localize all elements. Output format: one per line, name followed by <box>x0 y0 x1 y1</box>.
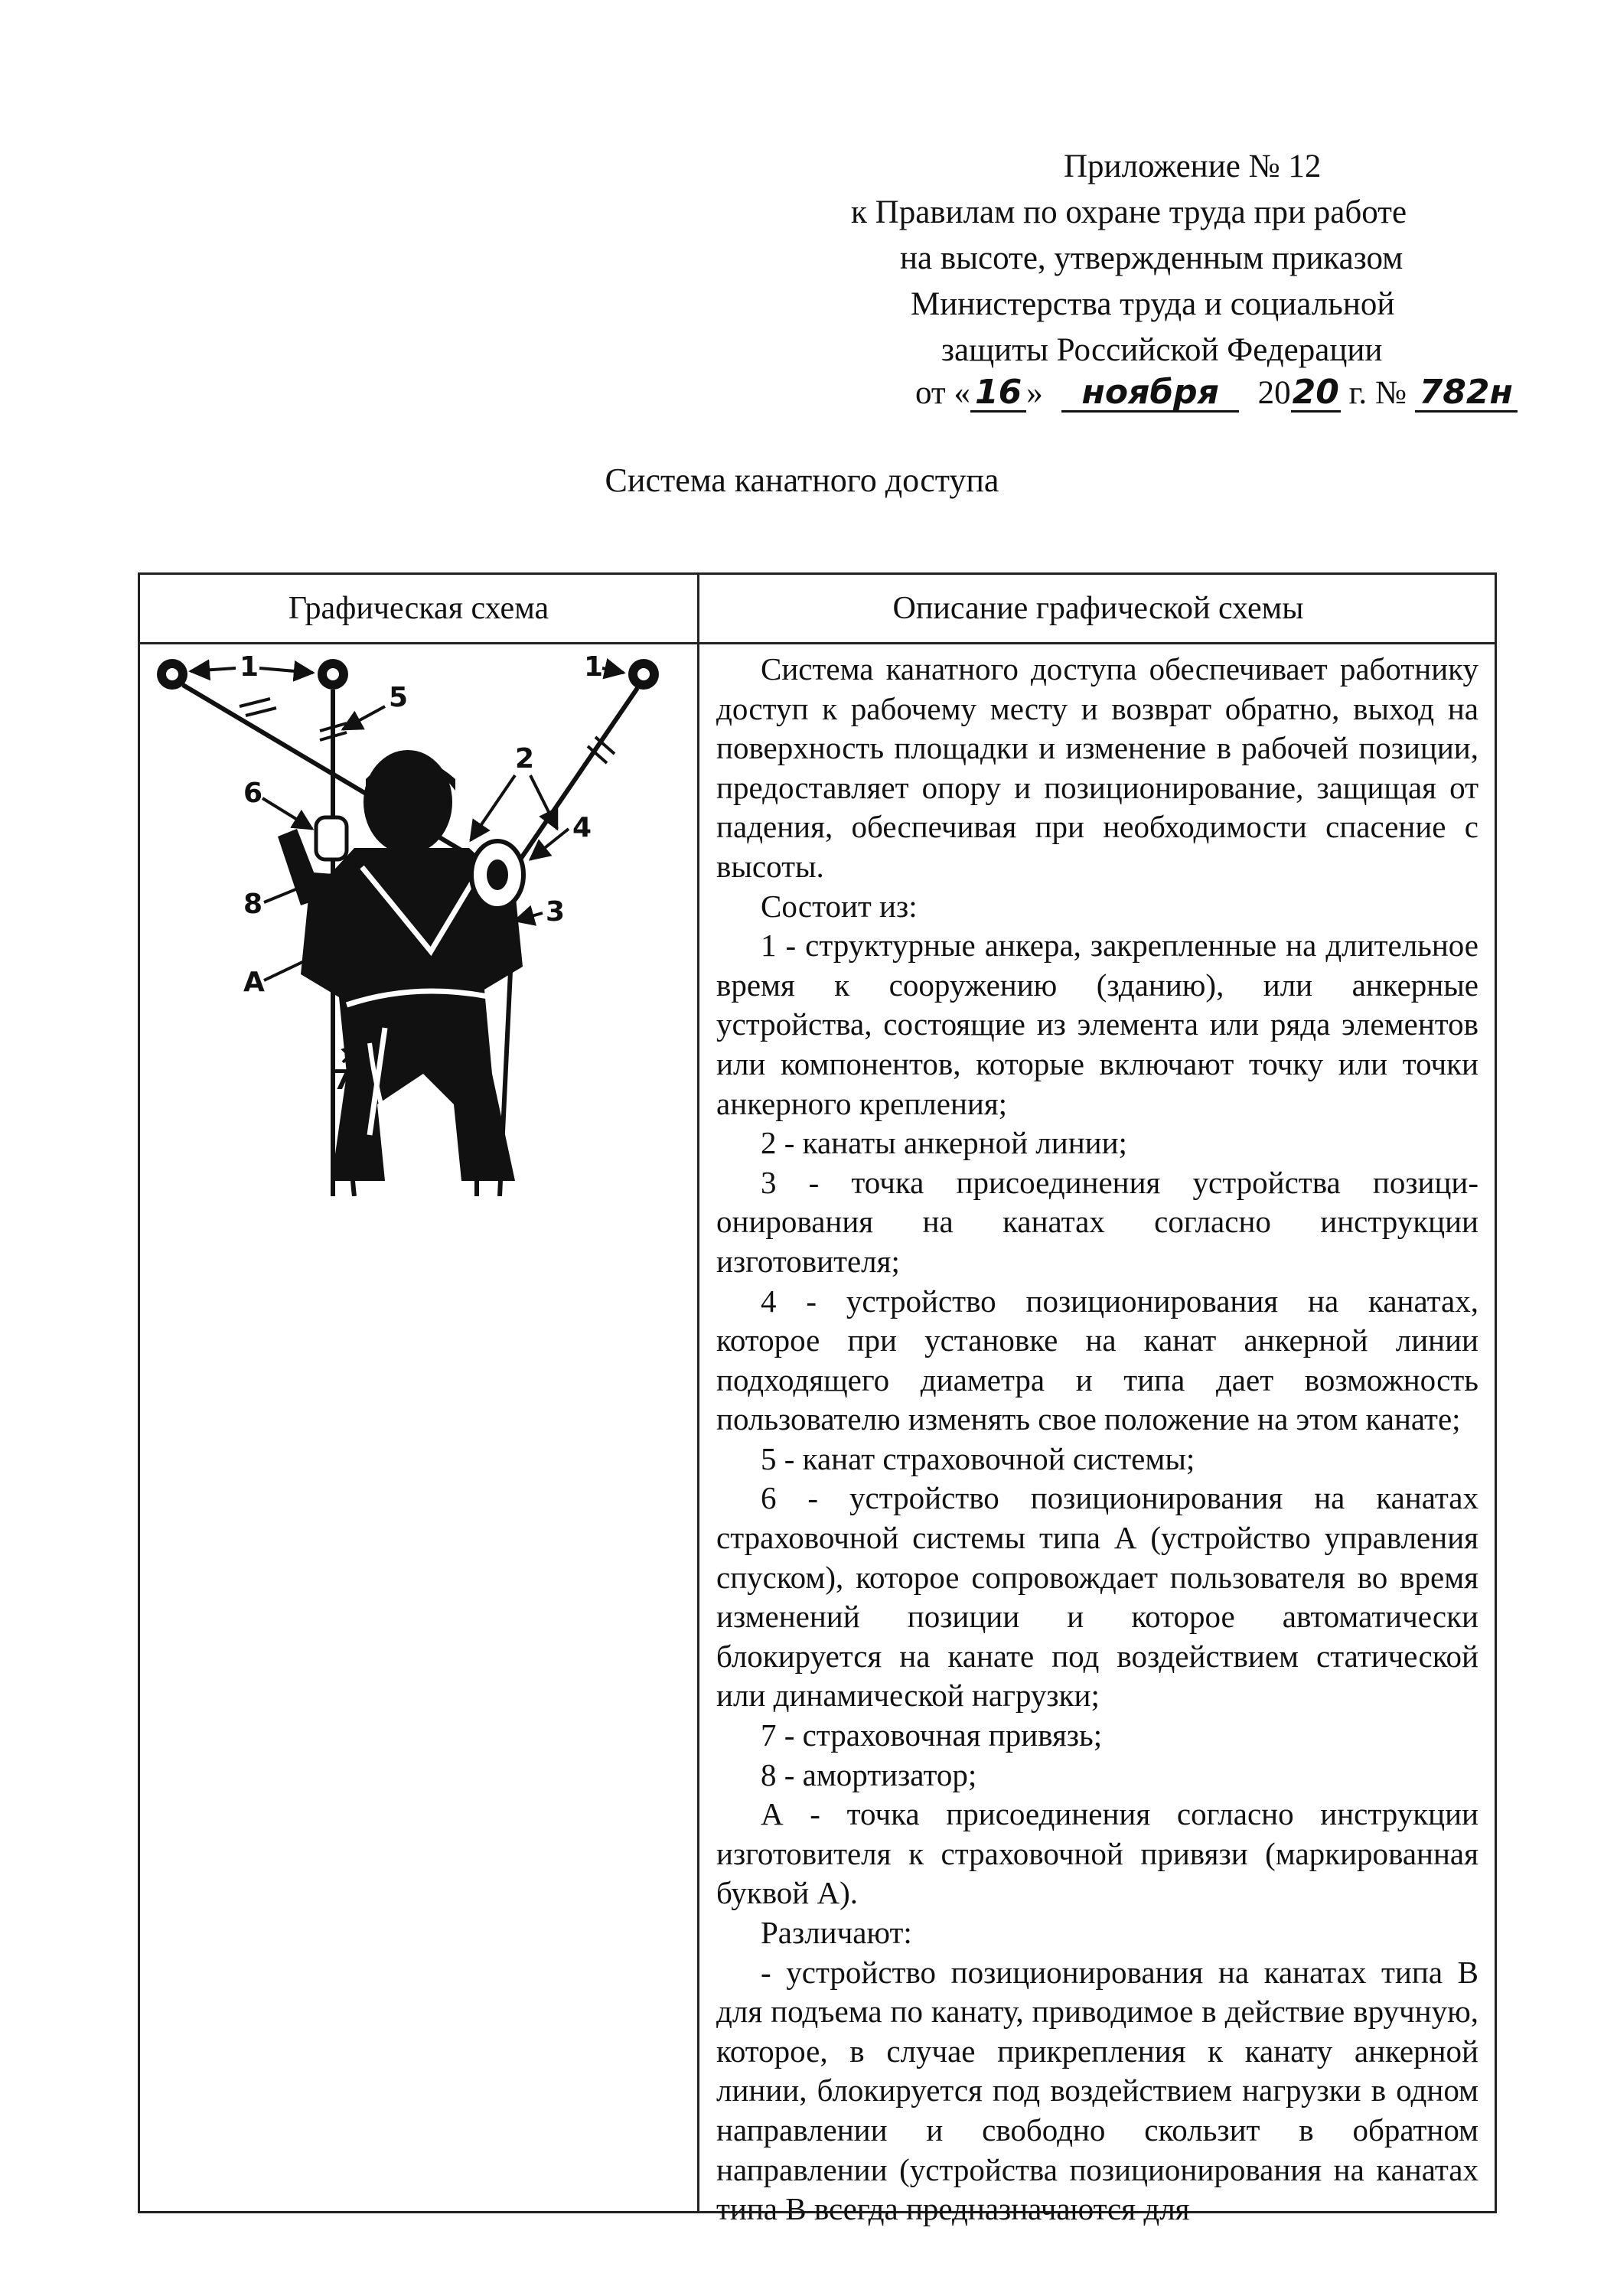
header-line: Приложение № 12 <box>1064 148 1322 184</box>
handwritten-year: 20 <box>1292 373 1339 412</box>
header-line: защиты Российской Федерации <box>941 332 1383 368</box>
descender-device-icon <box>316 817 347 859</box>
number-label: г. № <box>1348 375 1407 411</box>
column-header-scheme: Графическая схема <box>288 591 549 626</box>
date-prefix: от « <box>915 375 970 411</box>
description-text <box>699 650 1497 2229</box>
handwritten-order-number: 782н <box>1415 375 1518 413</box>
figure-label: 4 <box>572 812 592 843</box>
handwritten-day: 16 <box>970 375 1026 413</box>
figure-label: 1 <box>240 651 259 683</box>
rope-access-illustration <box>155 645 691 1196</box>
figure-label: 2 <box>515 743 535 775</box>
description-paragraph: 4 - устройство позиционирования на канатах, которое при установке на канат анкерной линии подходящего диаметра и типа дает возможность пользователю изменять свое положение на этом канате; <box>716 1283 1478 1437</box>
header-line: к Правилам по охране труда при работе <box>851 194 1407 230</box>
anchor-icon <box>318 659 348 690</box>
header-line: Министерства труда и социальной <box>911 286 1395 322</box>
description-paragraph: 1 - структурные анкера, закрепленные на длительное время к сооружению (зданию), или анкерные устройства, состоящие из элемента или ряда элементов или компонентов, которые включают точку или точки анкерного крепления; <box>716 928 1478 1121</box>
anchor-icon <box>628 659 659 690</box>
description-paragraph: А - точка присоединения согласно инструкции изготовителя к страховочной привязи (маркированная буквой А). <box>716 1796 1478 1911</box>
figure-label: 1 <box>584 651 604 683</box>
figure-label: 5 <box>389 682 409 713</box>
description-paragraph: 8 - амортизатор; <box>761 1756 977 1792</box>
description-paragraph: Состоит из: <box>761 888 918 924</box>
figure-label: 3 <box>546 896 566 928</box>
description-table <box>138 572 1497 2227</box>
worker-silhouette <box>278 750 523 1181</box>
figure-label: 7 <box>333 1065 353 1096</box>
description-paragraph: Различают: <box>761 1915 912 1950</box>
description-paragraph: 3 - точка присоединения устройства позици-онирования на канатах согласно инструкции изготовителя; <box>716 1164 1478 1279</box>
handwritten-month: ноября <box>1061 375 1238 413</box>
date-sep: » <box>1026 375 1043 411</box>
description-paragraph: 2 - канаты анкерной линии; <box>761 1125 1127 1161</box>
description-paragraph: Система канатного доступа обеспечивает работнику доступ к рабочему месту и возврат обратно, выход на поверхность площадки и изменение в рабочей позиции, предоставляет опору и позиционирование, защищая от падения, обеспечивая при необходимости спасение с высоты. <box>716 651 1478 884</box>
order-date-line <box>915 373 1518 413</box>
description-paragraph: - устройство позиционирования на канатах типа В для подъема по канату, приводимое в действие вручную, которое, в случае прикрепления к канату анкерной линии, блокируется под воздействием нагрузки в одном направлении и свободно скользит в обратном направлении (устройства позиционирования на канатах типа В всегда предназначаются для <box>716 1954 1478 2227</box>
figure-label: 6 <box>243 778 263 809</box>
rope-access-svg <box>155 645 691 1196</box>
figure-label: А <box>243 967 265 998</box>
header-line: на высоте, утвержденным приказом <box>900 240 1404 276</box>
figure-label: 8 <box>243 889 263 920</box>
description-paragraph: 7 - страховочная привязь; <box>761 1717 1103 1753</box>
document-title: Система канатного доступа <box>605 461 999 499</box>
year-prefix: 20 <box>1257 375 1291 411</box>
description-paragraph: 6 - устройство позиционирования на канатах страховочной системы типа А (устройство управления спуском), которое сопровождает пользователя во время изменений позиции и которое автоматически блокируется на канате под воздействием статической или динамической нагрузки; <box>716 1480 1478 1714</box>
description-paragraph: 5 - канат страховочной системы; <box>761 1440 1195 1476</box>
positioning-device-icon <box>471 841 523 908</box>
column-header-description: Описание графической схемы <box>892 591 1304 626</box>
header-divider <box>140 642 1495 644</box>
